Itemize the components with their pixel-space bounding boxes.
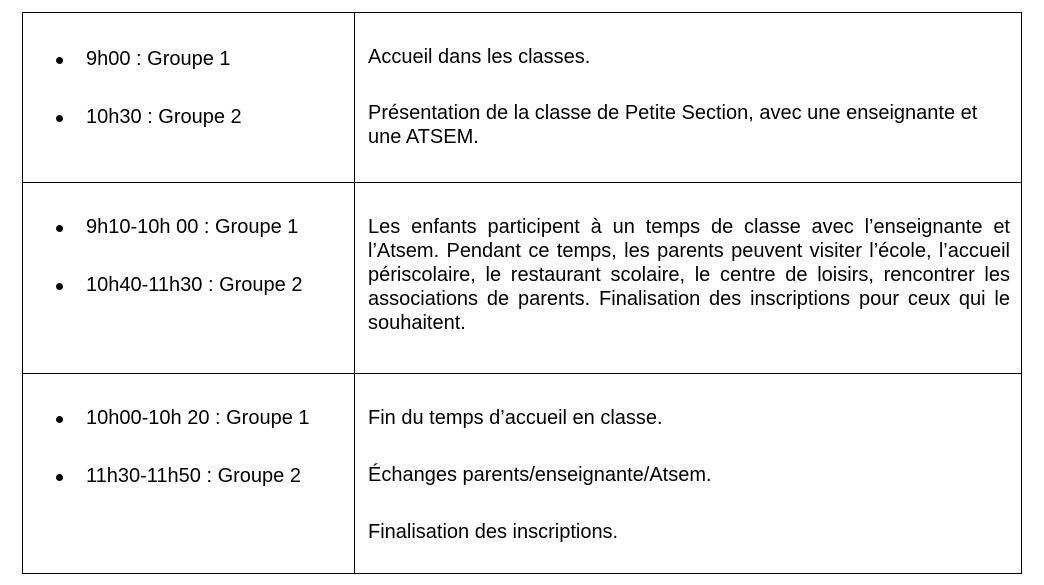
time-list bbox=[23, 406, 354, 488]
table-row bbox=[23, 183, 1022, 374]
time-list bbox=[23, 215, 354, 297]
list-item bbox=[23, 464, 354, 488]
description-paragraph: Fin du temps d’accueil en classe. bbox=[368, 407, 663, 429]
description-cell bbox=[355, 183, 1022, 374]
list-item bbox=[23, 105, 354, 129]
description-cell bbox=[355, 374, 1022, 574]
list-item bbox=[23, 47, 354, 71]
table-row bbox=[23, 13, 1022, 183]
schedule-table bbox=[22, 12, 1022, 574]
list-item bbox=[23, 215, 354, 239]
bullet-icon bbox=[56, 416, 63, 423]
bullet-icon bbox=[56, 283, 63, 290]
time-slot-text: 10h40-11h30 : Groupe 2 bbox=[86, 274, 303, 296]
time-cell bbox=[23, 13, 355, 183]
time-slot-text: 9h00 : Groupe 1 bbox=[86, 48, 231, 70]
time-slot-text: 10h00-10h 20 : Groupe 1 bbox=[86, 407, 310, 429]
time-slot-text: 9h10-10h 00 : Groupe 1 bbox=[86, 216, 299, 238]
time-list bbox=[23, 47, 354, 129]
description-paragraph: Finalisation des inscriptions. bbox=[368, 521, 619, 543]
time-slot-text: 10h30 : Groupe 2 bbox=[86, 106, 242, 128]
bullet-icon bbox=[56, 57, 63, 64]
time-cell bbox=[23, 183, 355, 374]
bullet-icon bbox=[56, 225, 63, 232]
description-paragraph: Les enfants participent à un temps de classe avec l’enseignante et l’Atsem. Pendant ce temps, les parents peuvent visiter l’école, l’accueil périscolaire, le restaurant scolaire, le centre de loisirs, rencontrer les associations de parents. Finalisation des inscriptions pour ceux qui le souhaitent. bbox=[368, 216, 1010, 334]
time-cell bbox=[23, 374, 355, 574]
list-item bbox=[23, 273, 354, 297]
description-paragraph: Accueil dans les classes. bbox=[368, 46, 591, 68]
list-item bbox=[23, 406, 354, 430]
bullet-icon bbox=[56, 115, 63, 122]
description-paragraph: Échanges parents/enseignante/Atsem. bbox=[368, 464, 712, 486]
description-paragraph: Présentation de la classe de Petite Section, avec une enseignante et une ATSEM. bbox=[368, 102, 978, 148]
description-cell bbox=[355, 13, 1022, 183]
bullet-icon bbox=[56, 474, 63, 481]
time-slot-text: 11h30-11h50 : Groupe 2 bbox=[86, 465, 301, 487]
table-row bbox=[23, 374, 1022, 574]
